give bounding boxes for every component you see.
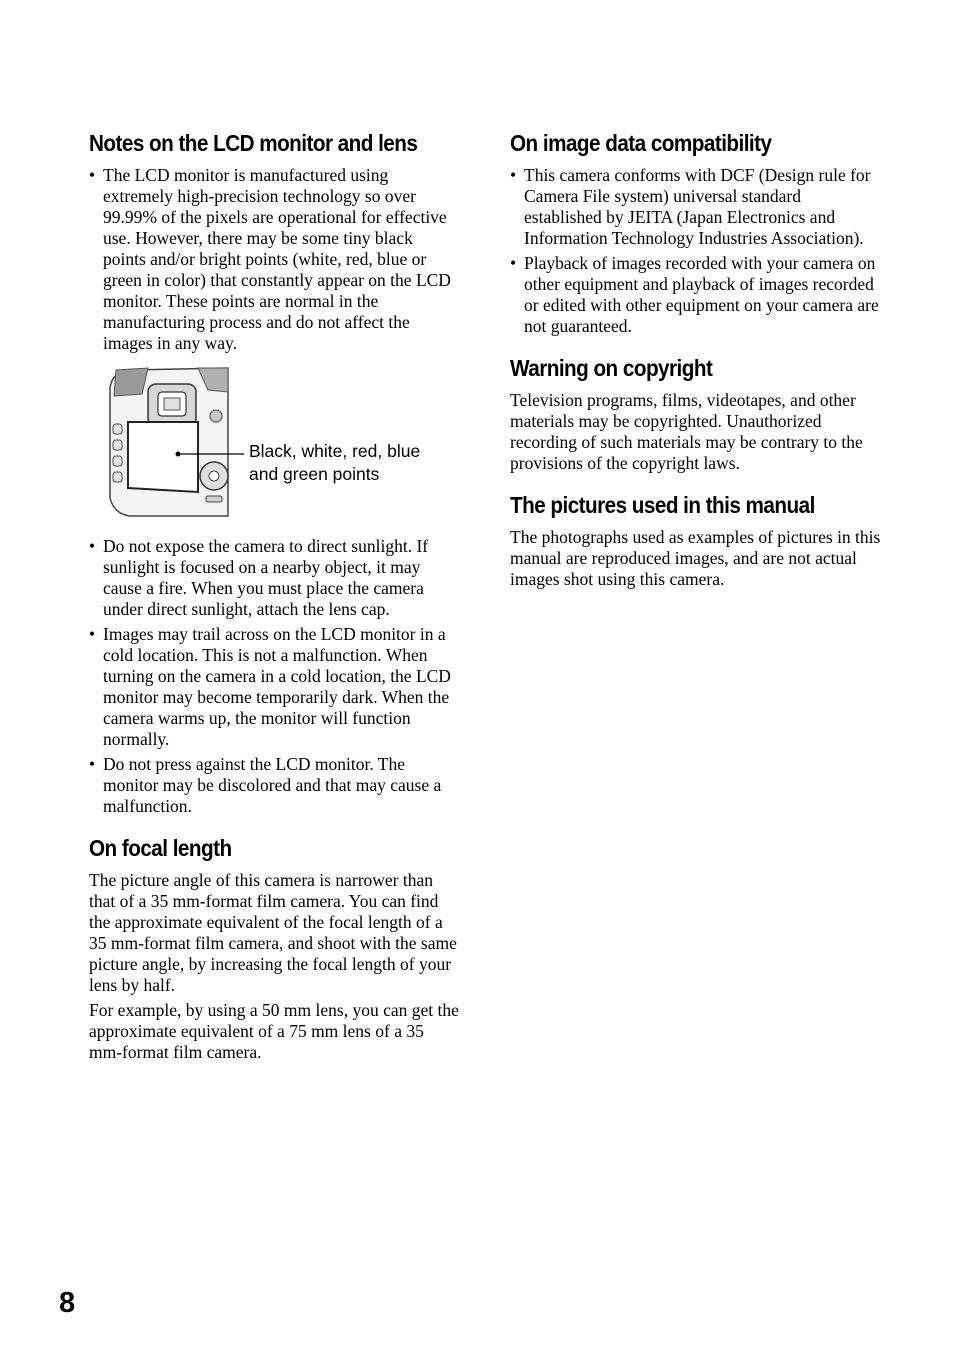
compat-section <box>510 128 882 337</box>
list-item: • Do not press against the LCD monitor. The monitor may be discolored and that may cause a malfunction. <box>89 754 459 817</box>
compat-heading: On image data compatibility <box>510 130 772 156</box>
figure-caption-line-1: Black, white, red, blue <box>249 441 421 461</box>
lcd-section <box>89 128 459 817</box>
focal-section <box>89 833 459 1063</box>
pictures-section <box>510 490 882 590</box>
copyright-heading: Warning on copyright <box>510 355 713 381</box>
compat-bullets <box>510 165 882 337</box>
list-item: • Playback of images recorded with your camera on other equipment and playback of images recorded or edited with other equipment on your camera are not guaranteed. <box>510 253 882 337</box>
focal-paragraph-1: The picture angle of this camera is narrower than that of a 35 mm-format film camera. You can find the approximate equivalent of the focal length of a 35 mm-format film camera, and shoot with the same picture angle, by increasing the focal length of your lens by half. <box>89 870 457 995</box>
list-item: • Do not expose the camera to direct sunlight. If sunlight is focused on a nearby object, it may cause a fire. When you must place the camera under direct sunlight, attach the lens cap. <box>89 536 459 620</box>
lcd-bullets-top <box>89 165 459 354</box>
pictures-heading: The pictures used in this manual <box>510 492 815 518</box>
pictures-paragraph: The photographs used as examples of pictures in this manual are reproduced images, and are not actual images shot using this camera. <box>510 527 881 589</box>
camera-lcd-figure <box>108 366 459 518</box>
list-item: • This camera conforms with DCF (Design rule for Camera File system) universal standard established by JEITA (Japan Electronics and Information Technology Industries Association). <box>510 165 882 249</box>
focal-paragraph-2: For example, by using a 50 mm lens, you can get the approximate equivalent of a 75 mm lens of a 35 mm-format film camera. <box>89 1000 459 1062</box>
left-column <box>89 128 459 1079</box>
list-item: • Images may trail across on the LCD monitor in a cold location. This is not a malfunction. When turning on the camera in a cold location, the LCD monitor may become temporarily dark. When the camera warms up, the monitor will function normally. <box>89 624 459 750</box>
page-number: 8 <box>59 1287 76 1319</box>
lcd-bullets-bottom <box>89 536 459 817</box>
lcd-heading: Notes on the LCD monitor and lens <box>89 130 418 156</box>
figure-caption <box>249 440 420 486</box>
list-item: • The LCD monitor is manufactured using extremely high-precision technology so over 99.99% of the pixels are operational for effective use. However, there may be some tiny black points and/or bright points (white, red, blue or green in color) that constantly appear on the LCD monitor. These points are normal in the manufacturing process and do not affect the images in any way. <box>89 165 459 354</box>
right-column <box>510 128 882 606</box>
focal-heading: On focal length <box>89 835 232 861</box>
figure-caption-line-2: and green points <box>249 464 380 484</box>
camera-back-illustration <box>108 366 248 518</box>
copyright-paragraph: Television programs, films, videotapes, and other materials may be copyrighted. Unauthorized recording of such materials may be contrary to the provisions of the copyright laws. <box>510 390 863 473</box>
copyright-section <box>510 353 882 474</box>
